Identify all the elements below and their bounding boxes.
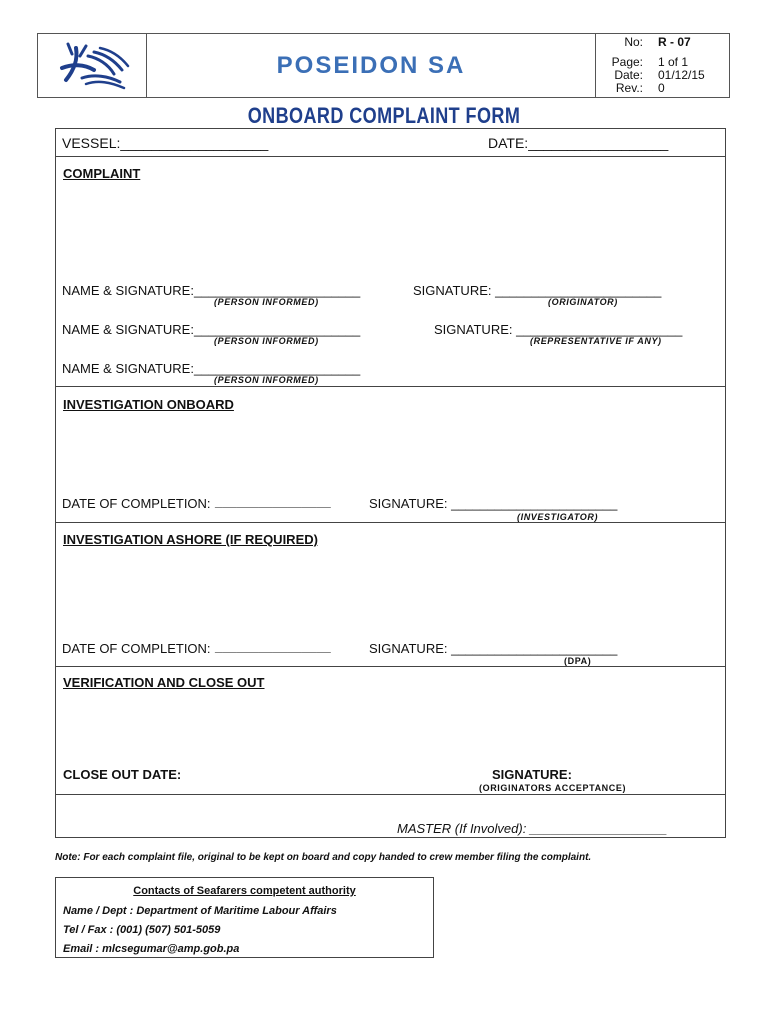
section-investigation-onboard: INVESTIGATION ONBOARD xyxy=(63,397,234,412)
caption-person-informed-1: (PERSON INFORMED) xyxy=(214,297,319,307)
caption-originators-acceptance: (ORIGINATORS ACCEPTANCE) xyxy=(479,783,627,793)
originator-signature[interactable]: SIGNATURE: _______________________ xyxy=(413,283,662,298)
form-title: ONBOARD COMPLAINT FORM xyxy=(247,103,521,128)
caption-investigator: (INVESTIGATOR) xyxy=(517,512,599,522)
caption-representative: (REPRESENTATIVE IF ANY) xyxy=(530,336,662,346)
date-field[interactable]: DATE:__________________ xyxy=(488,135,669,151)
section-verification: VERIFICATION AND CLOSE OUT xyxy=(63,675,265,690)
company-name: POSEIDON SA xyxy=(276,51,466,79)
meta-date: Date: 01/12/15 xyxy=(614,68,705,82)
vessel-field[interactable]: VESSEL:___________________ xyxy=(62,135,269,151)
caption-originator: (ORIGINATOR) xyxy=(548,297,618,307)
section-investigation-ashore: INVESTIGATION ASHORE (IF REQUIRED) xyxy=(63,532,318,547)
meta-rev: Rev.: 0 xyxy=(615,81,665,95)
complaint-form xyxy=(55,128,726,838)
note-text: Note: For each complaint file, original to be kept on board and copy handed to crew member filing the complaint. xyxy=(55,852,592,863)
divider-onboard xyxy=(56,522,725,523)
section-complaint: COMPLAINT xyxy=(63,166,141,181)
meta-no: No: R - 07 xyxy=(624,35,691,49)
investigator-signature[interactable]: SIGNATURE: _______________________ xyxy=(369,496,618,511)
divider-top xyxy=(56,156,725,157)
contacts-title: Contacts of Seafarers competent authority xyxy=(133,885,356,897)
name-signature-2[interactable]: NAME & SIGNATURE:_______________________ xyxy=(62,322,361,337)
contacts-tel-fax: Tel / Fax : (001) (507) 501-5059 xyxy=(63,924,221,936)
divider-verification xyxy=(56,794,725,795)
onboard-date-field[interactable]: ________________ xyxy=(215,494,331,509)
poseidon-trident-logo xyxy=(38,34,147,97)
caption-person-informed-3: (PERSON INFORMED) xyxy=(214,375,319,385)
contacts-email[interactable]: Email : mlcsegumar@amp.gob.pa xyxy=(63,943,240,955)
ashore-date-label: DATE OF COMPLETION: xyxy=(62,641,211,656)
document-header xyxy=(37,33,730,98)
divider-ashore xyxy=(56,666,725,667)
name-signature-3[interactable]: NAME & SIGNATURE:_______________________ xyxy=(62,361,361,376)
master-signature[interactable]: MASTER (If Involved): ___________________ xyxy=(397,821,668,836)
contacts-name-dept: Name / Dept : Department of Maritime Labour Affairs xyxy=(63,905,337,917)
representative-signature[interactable]: SIGNATURE: _______________________ xyxy=(434,322,683,337)
logo-cell xyxy=(38,34,147,97)
caption-dpa: (DPA) xyxy=(564,656,592,666)
close-out-date-label[interactable]: CLOSE OUT DATE: xyxy=(63,767,182,782)
caption-person-informed-2: (PERSON INFORMED) xyxy=(214,336,319,346)
onboard-date-label: DATE OF COMPLETION: xyxy=(62,496,211,511)
divider-complaint xyxy=(56,386,725,387)
document-meta xyxy=(596,34,729,97)
meta-page: Page: 1 of 1 xyxy=(611,55,689,69)
name-signature-1[interactable]: NAME & SIGNATURE:_______________________ xyxy=(62,283,361,298)
ashore-date-field[interactable]: ________________ xyxy=(215,639,331,654)
originator-acceptance-signature[interactable]: SIGNATURE: xyxy=(492,767,572,782)
dpa-signature[interactable]: SIGNATURE: _______________________ xyxy=(369,641,618,656)
company-title-cell xyxy=(147,34,596,97)
contacts-box xyxy=(55,877,434,958)
